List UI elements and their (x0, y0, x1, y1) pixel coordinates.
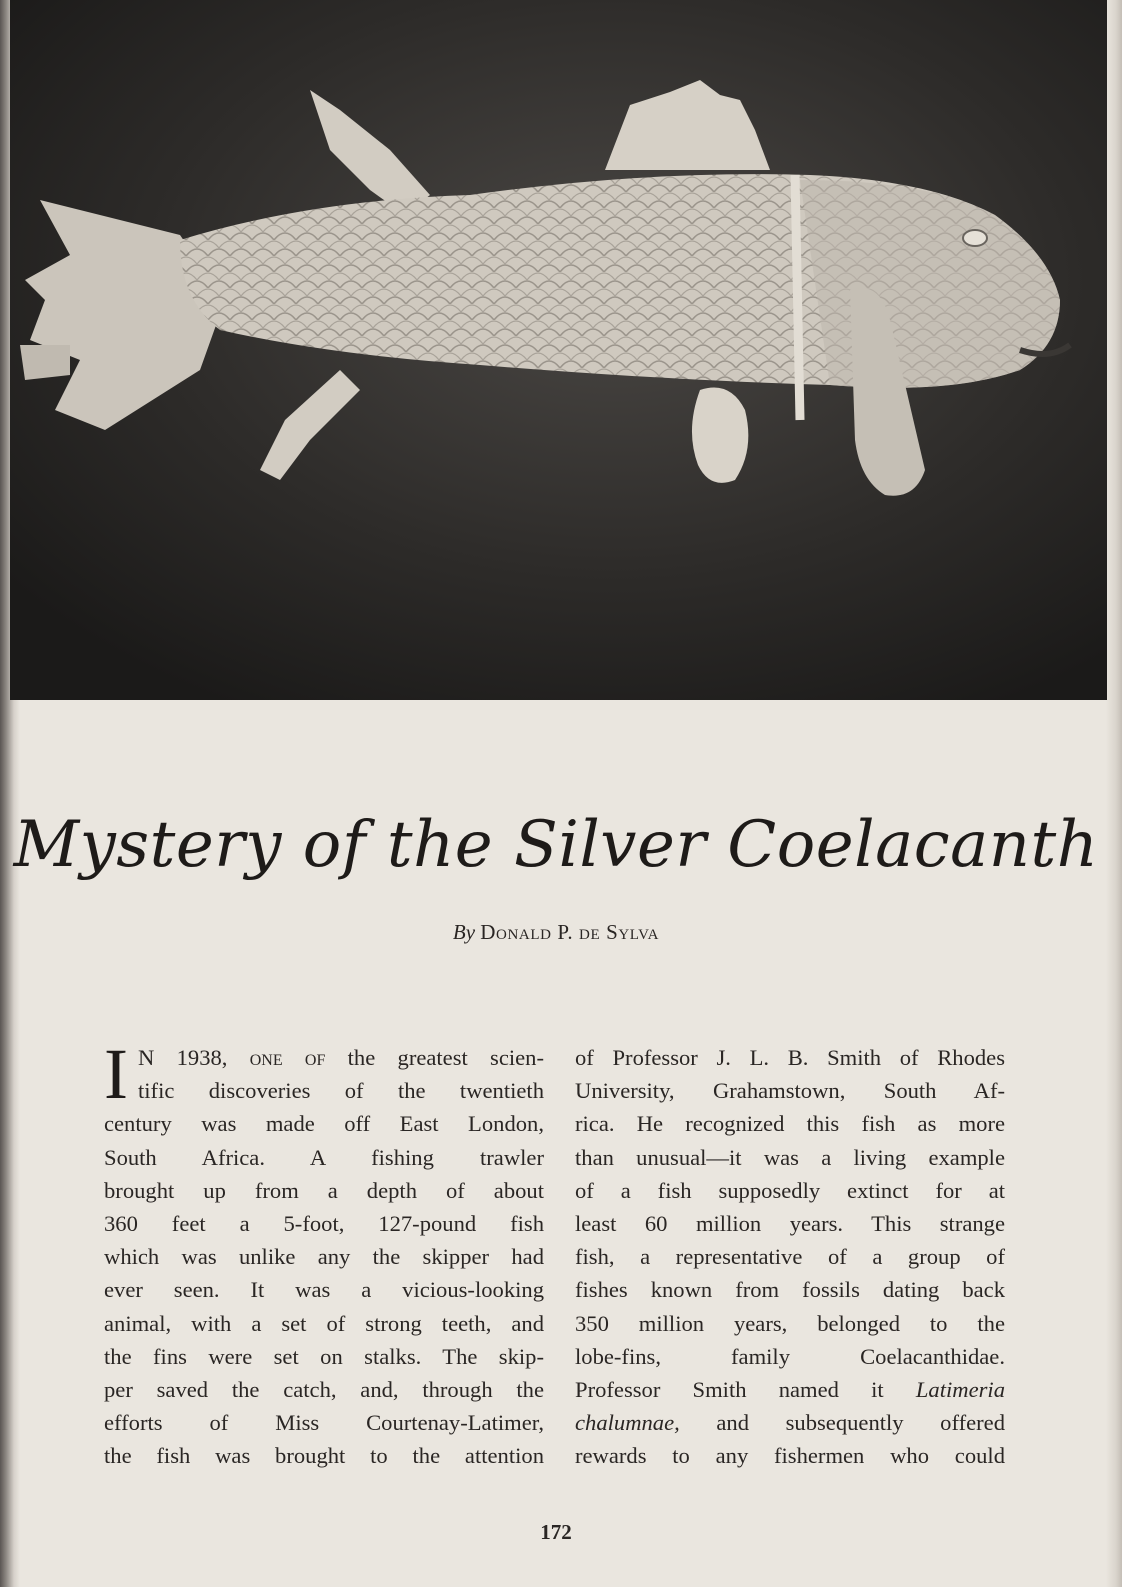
right-line: than unusual—it was a living example (575, 1144, 1005, 1170)
left-line: the fish was brought to the attention (104, 1443, 544, 1469)
right-line: rica. He recognized this fish as more (575, 1111, 1005, 1137)
right-line: chalumnae, and subsequently offered (575, 1410, 1005, 1436)
left-column (104, 1034, 545, 1472)
right-line: of a fish supposedly extinct for at (575, 1177, 1005, 1203)
drop-cap: I (104, 1034, 128, 1114)
article-title: Mystery of the Silver Coelacanth (13, 808, 1099, 882)
right-line: University, Grahamstown, South Af- (575, 1078, 1005, 1104)
left-line: N 1938, one of the greatest scien- (138, 1045, 545, 1070)
left-line: 360 feet a 5-foot, 127-pound fish (104, 1210, 544, 1236)
left-line: animal, with a set of strong teeth, and (104, 1310, 544, 1336)
left-line: efforts of Miss Courtenay-Latimer, (104, 1410, 544, 1436)
right-line: lobe-fins, family Coelacanthidae. (575, 1343, 1005, 1369)
right-line: least 60 million years. This strange (575, 1210, 1005, 1236)
left-line: tific discoveries of the twentieth (138, 1078, 544, 1104)
left-line: century was made off East London, (104, 1111, 544, 1137)
left-line: per saved the catch, and, through the (104, 1376, 544, 1402)
right-column (575, 1041, 1005, 1472)
right-line: rewards to any fishermen who could (575, 1443, 1005, 1469)
right-line: of Professor J. L. B. Smith of Rhodes (575, 1045, 1005, 1070)
right-line: 350 million years, belonged to the (575, 1310, 1005, 1336)
author-name: Donald P. de Sylva (480, 920, 660, 944)
left-line: brought up from a depth of about (104, 1177, 544, 1203)
byline-prefix: By (452, 920, 476, 944)
page-number: 172 (540, 1520, 572, 1544)
coelacanth-fish-illustration (10, 0, 1107, 700)
page-right-edge (1106, 0, 1122, 1587)
left-line: which was unlike any the skipper had (104, 1244, 544, 1270)
coelacanth-photo (10, 0, 1107, 700)
right-line: fish, a representative of a group of (575, 1244, 1005, 1270)
right-line: Professor Smith named it Latimeria (575, 1376, 1005, 1402)
right-line: fishes known from fossils dating back (575, 1277, 1005, 1303)
left-line: the fins were set on stalks. The skip- (104, 1343, 544, 1369)
left-line: South Africa. A fishing trawler (104, 1144, 544, 1170)
left-line: ever seen. It was a vicious-looking (104, 1277, 544, 1303)
byline (0, 920, 1112, 945)
